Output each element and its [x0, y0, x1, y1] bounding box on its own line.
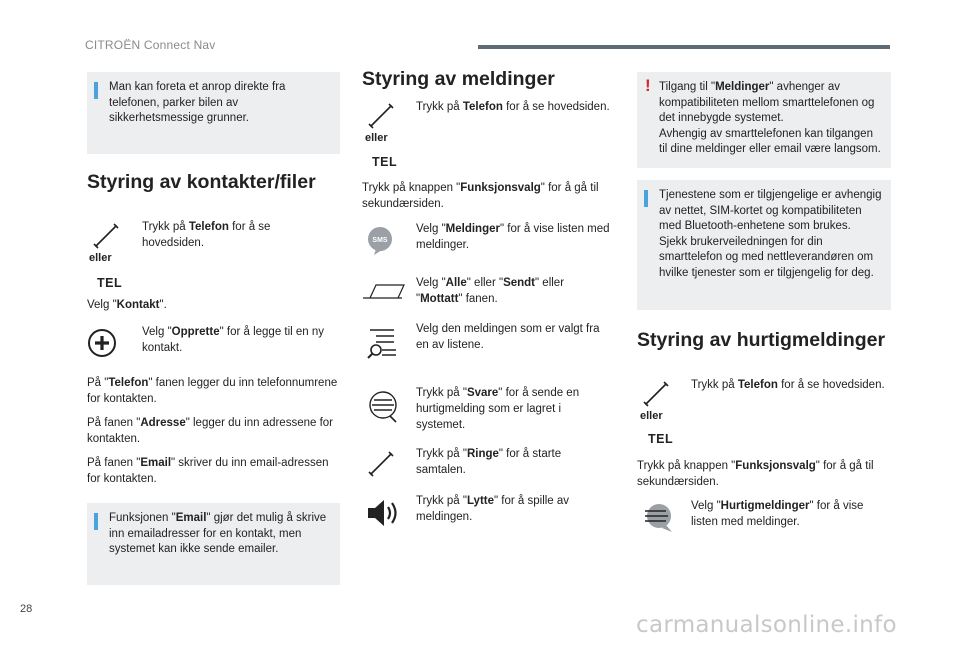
para-telefon-tab: På "Telefon" fanen legger du inn telefonnumrene for kontakten. [87, 377, 338, 405]
eller-label: eller [640, 410, 663, 422]
step-velg-melding: Velg den meldingen som er valgt fra en av listene. [416, 323, 600, 351]
step-funksjonsvalg: Trykk på knappen "Funksjonsvalg" for å gå til sekundærsiden. [637, 460, 874, 488]
step-lytte: Trykk på "Lytte" for å spille av meldingen. [416, 495, 570, 523]
step-opprette: Velg "Opprette" for å legge til en ny kontakt. [142, 326, 325, 354]
phone-icon [92, 222, 120, 250]
tel-label: TEL [97, 276, 123, 290]
info-note-email [87, 503, 340, 585]
quick-message-icon [642, 502, 678, 534]
para-email-tab: På fanen "Email" skriver du inn email-adressen for kontakten. [87, 457, 329, 485]
step-kontakt: Velg "Kontakt". [87, 299, 167, 311]
step-funksjonsvalg: Trykk på knappen "Funksjonsvalg" for å gå til sekundærsiden. [362, 182, 599, 210]
step-telefon: Trykk på Telefon for å se hovedsiden. [691, 379, 885, 391]
warning-exclamation-icon: ! [645, 76, 651, 95]
info-note-services [637, 180, 891, 310]
page-number: 28 [20, 603, 33, 615]
step-telefon: Trykk på Telefon for å se hovedsiden. [416, 101, 610, 113]
info-note-top [87, 72, 340, 154]
para-adresse-tab: På fanen "Adresse" legger du inn adressene for kontakten. [87, 417, 334, 445]
step-ringe: Trykk på "Ringe" for å starte samtalen. [416, 448, 562, 476]
speaker-icon [366, 498, 402, 528]
step-hurtigmeldinger: Velg "Hurtigmeldinger" for å vise listen med meldinger. [691, 500, 864, 528]
sms-icon [366, 225, 398, 257]
note-text: Funksjonen "Email" gjør det mulig å skrive inn emailadresser for en kontakt, men systemet kan ikke sende emailer. [109, 512, 327, 556]
header-bar [478, 45, 890, 49]
call-icon [367, 450, 395, 478]
header-title: CITROËN Connect Nav [85, 38, 216, 52]
message-list-select-icon [366, 324, 402, 360]
step-tabs: Velg "Alle" eller "Sendt" eller "Mottatt" fanen. [416, 277, 565, 305]
warning-note [637, 72, 891, 168]
phone-icon [642, 380, 670, 408]
tel-label: TEL [648, 432, 674, 446]
heading-contacts: Styring av kontakter/filer [87, 171, 316, 193]
sms-icon-label: SMS [372, 237, 388, 244]
tab-icon [362, 282, 406, 300]
info-mark-icon [644, 190, 648, 207]
tel-label: TEL [372, 155, 398, 169]
eller-label: eller [89, 252, 112, 264]
step-svare: Trykk på "Svare" for å sende en hurtigmelding som er lagret i systemet. [416, 387, 580, 431]
info-mark-icon [94, 82, 98, 99]
phone-icon [367, 102, 395, 130]
heading-quick-messages: Styring av hurtigmeldinger [637, 329, 886, 351]
note-text: Man kan foreta et anrop direkte fra telefonen, parker bilen av sikkerhetsmessige grunner. [109, 81, 286, 125]
step-telefon: Trykk på Telefon for å se hovedsiden. [142, 221, 271, 249]
add-circle-icon [87, 328, 117, 358]
eller-label: eller [365, 132, 388, 144]
note-text: Tjenestene som er tilgjengelige er avhengig av nettet, SIM-kortet og kompatibiliteten med Bluetooth-enhetene som brukes. Sjekk brukerveiledningen for din smarttelefon og med nettleverandøren om hvilke tjenester som er tilgjengelig for deg. [659, 189, 882, 279]
info-mark-icon [94, 513, 98, 530]
heading-messages: Styring av meldinger [362, 68, 555, 90]
step-meldinger: Velg "Meldinger" for å vise listen med meldinger. [416, 223, 610, 251]
reply-message-icon [364, 390, 402, 424]
watermark: carmanualsonline.info [636, 612, 897, 638]
note-text: Tilgang til "Meldinger" avhenger av kompatibiliteten mellom smarttelefonen og det innebygde systemet. Avhengig av smarttelefonen kan tilgangen til dine meldinger eller email være langsom. [659, 81, 881, 156]
